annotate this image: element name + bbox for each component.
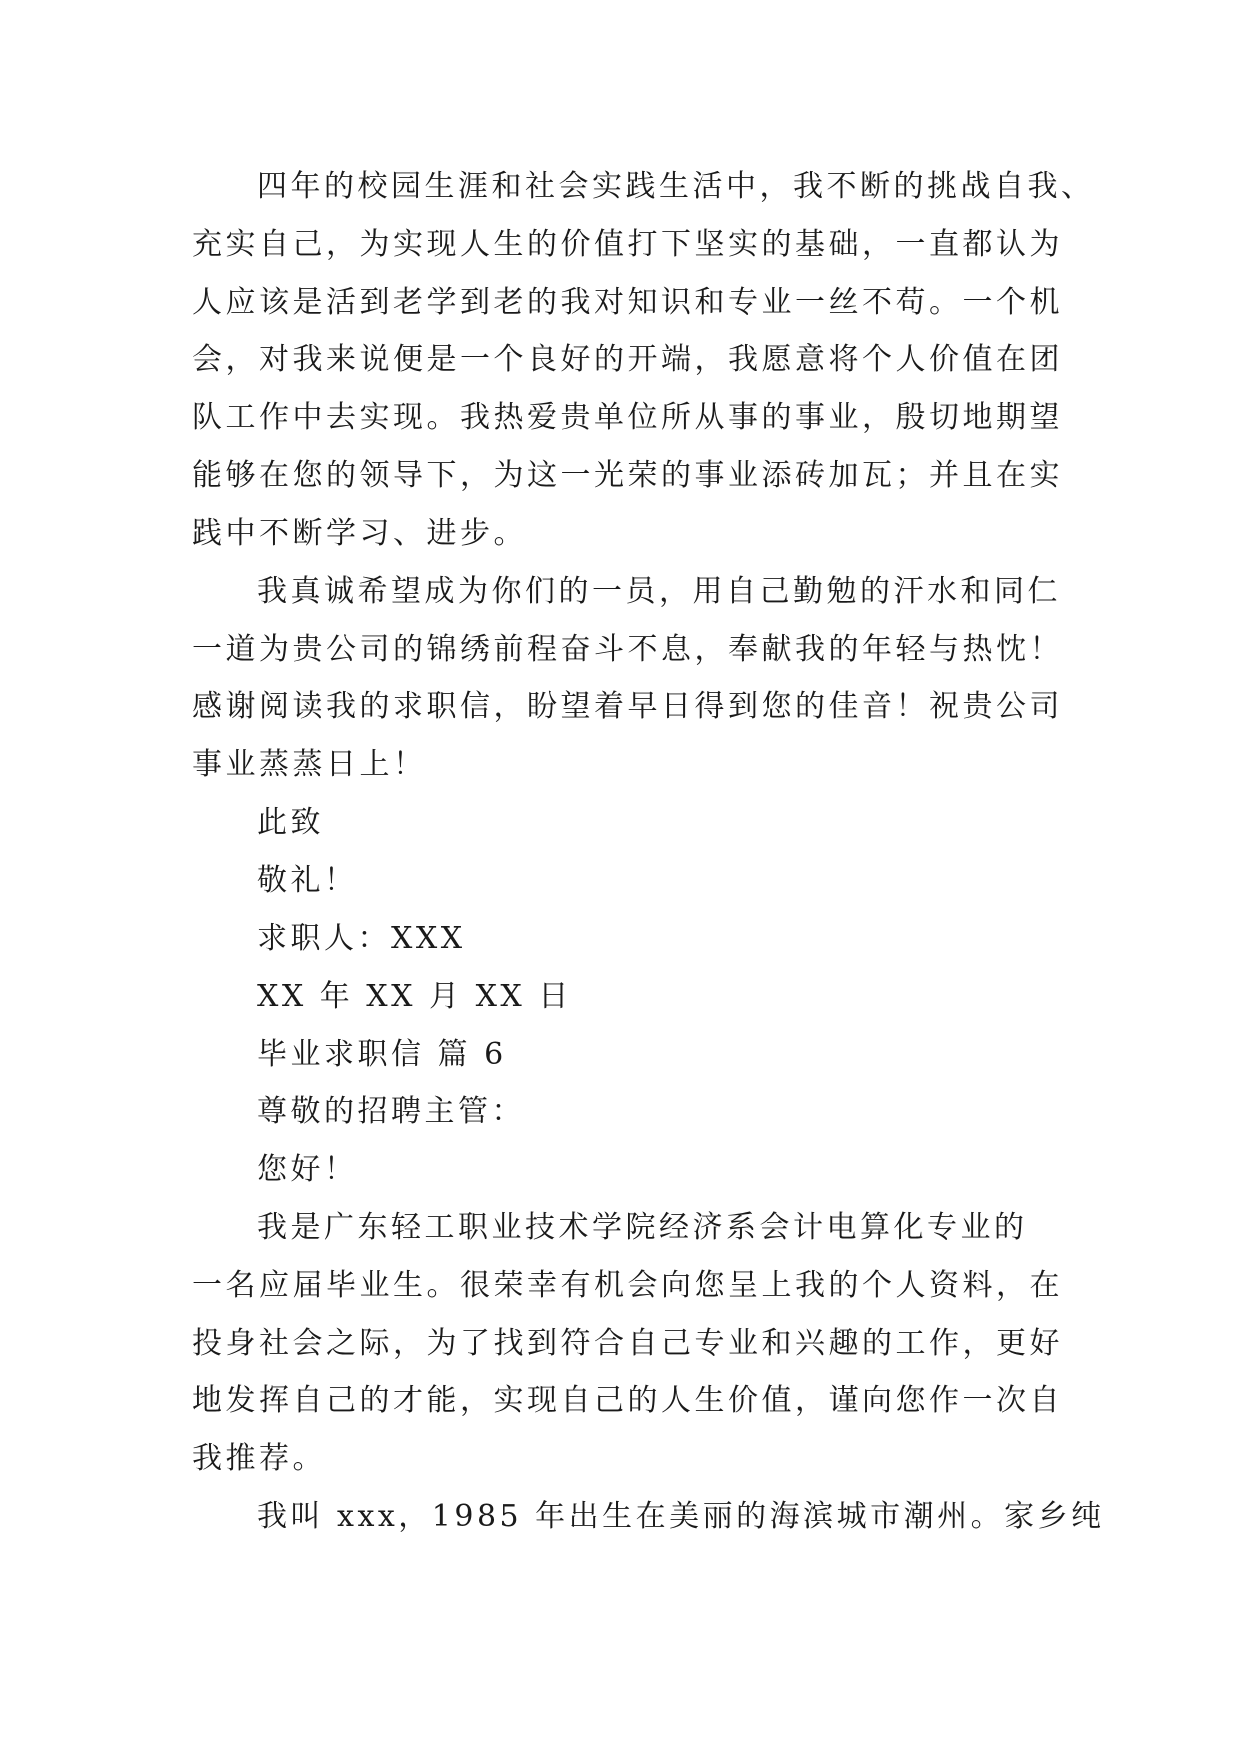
text-line: 投身社会之际，为了找到符合自己专业和兴趣的工作，更好: [192, 1326, 1063, 1361]
text-line: 我是广东轻工职业技术学院经济系会计电算化专业的: [257, 1210, 1028, 1245]
text-line: 能够在您的领导下，为这一光荣的事业添砖加瓦；并且在实: [192, 458, 1063, 493]
text-line: 地发挥自己的才能，实现自己的人生价值，谨向您作一次自: [192, 1383, 1063, 1418]
text-line: 四年的校园生涯和社会实践生活中，我不断的挑战自我、: [257, 169, 1095, 204]
signature-date: XX 年 XX 月 XX 日: [257, 979, 572, 1014]
text-line: 我推荐。: [192, 1441, 326, 1476]
text-line: 感谢阅读我的求职信，盼望着早日得到您的佳音！祝贵公司: [192, 689, 1063, 724]
text-line: 一道为贵公司的锦绣前程奋斗不息，奉献我的年轻与热忱！: [192, 632, 1063, 667]
salutation-regards: 敬礼！: [257, 863, 358, 898]
greeting-addressee: 尊敬的招聘主管：: [257, 1094, 525, 1129]
text-line: 人应该是活到老学到老的我对知识和专业一丝不苟。一个机: [192, 285, 1063, 320]
text-line: 充实自己，为实现人生的价值打下坚实的基础，一直都认为: [192, 227, 1063, 262]
text-line: 我真诚希望成为你们的一员，用自己勤勉的汗水和同仁: [257, 574, 1061, 609]
text-line: 会，对我来说便是一个良好的开端，我愿意将个人价值在团: [192, 342, 1063, 377]
text-line: 队工作中去实现。我热爱贵单位所从事的事业，殷切地期望: [192, 400, 1063, 435]
text-line: 我叫 xxx，1985 年出生在美丽的海滨城市潮州。家乡纯: [257, 1499, 1105, 1534]
signature-applicant: 求职人：XXX: [257, 921, 466, 956]
salutation-closing: 此致: [257, 805, 324, 840]
greeting-hello: 您好！: [257, 1152, 358, 1187]
text-line: 事业蒸蒸日上！: [192, 747, 427, 782]
text-line: 一名应届毕业生。很荣幸有机会向您呈上我的个人资料，在: [192, 1268, 1063, 1303]
section-heading: 毕业求职信 篇 6: [257, 1037, 507, 1072]
text-line: 践中不断学习、进步。: [192, 516, 527, 551]
